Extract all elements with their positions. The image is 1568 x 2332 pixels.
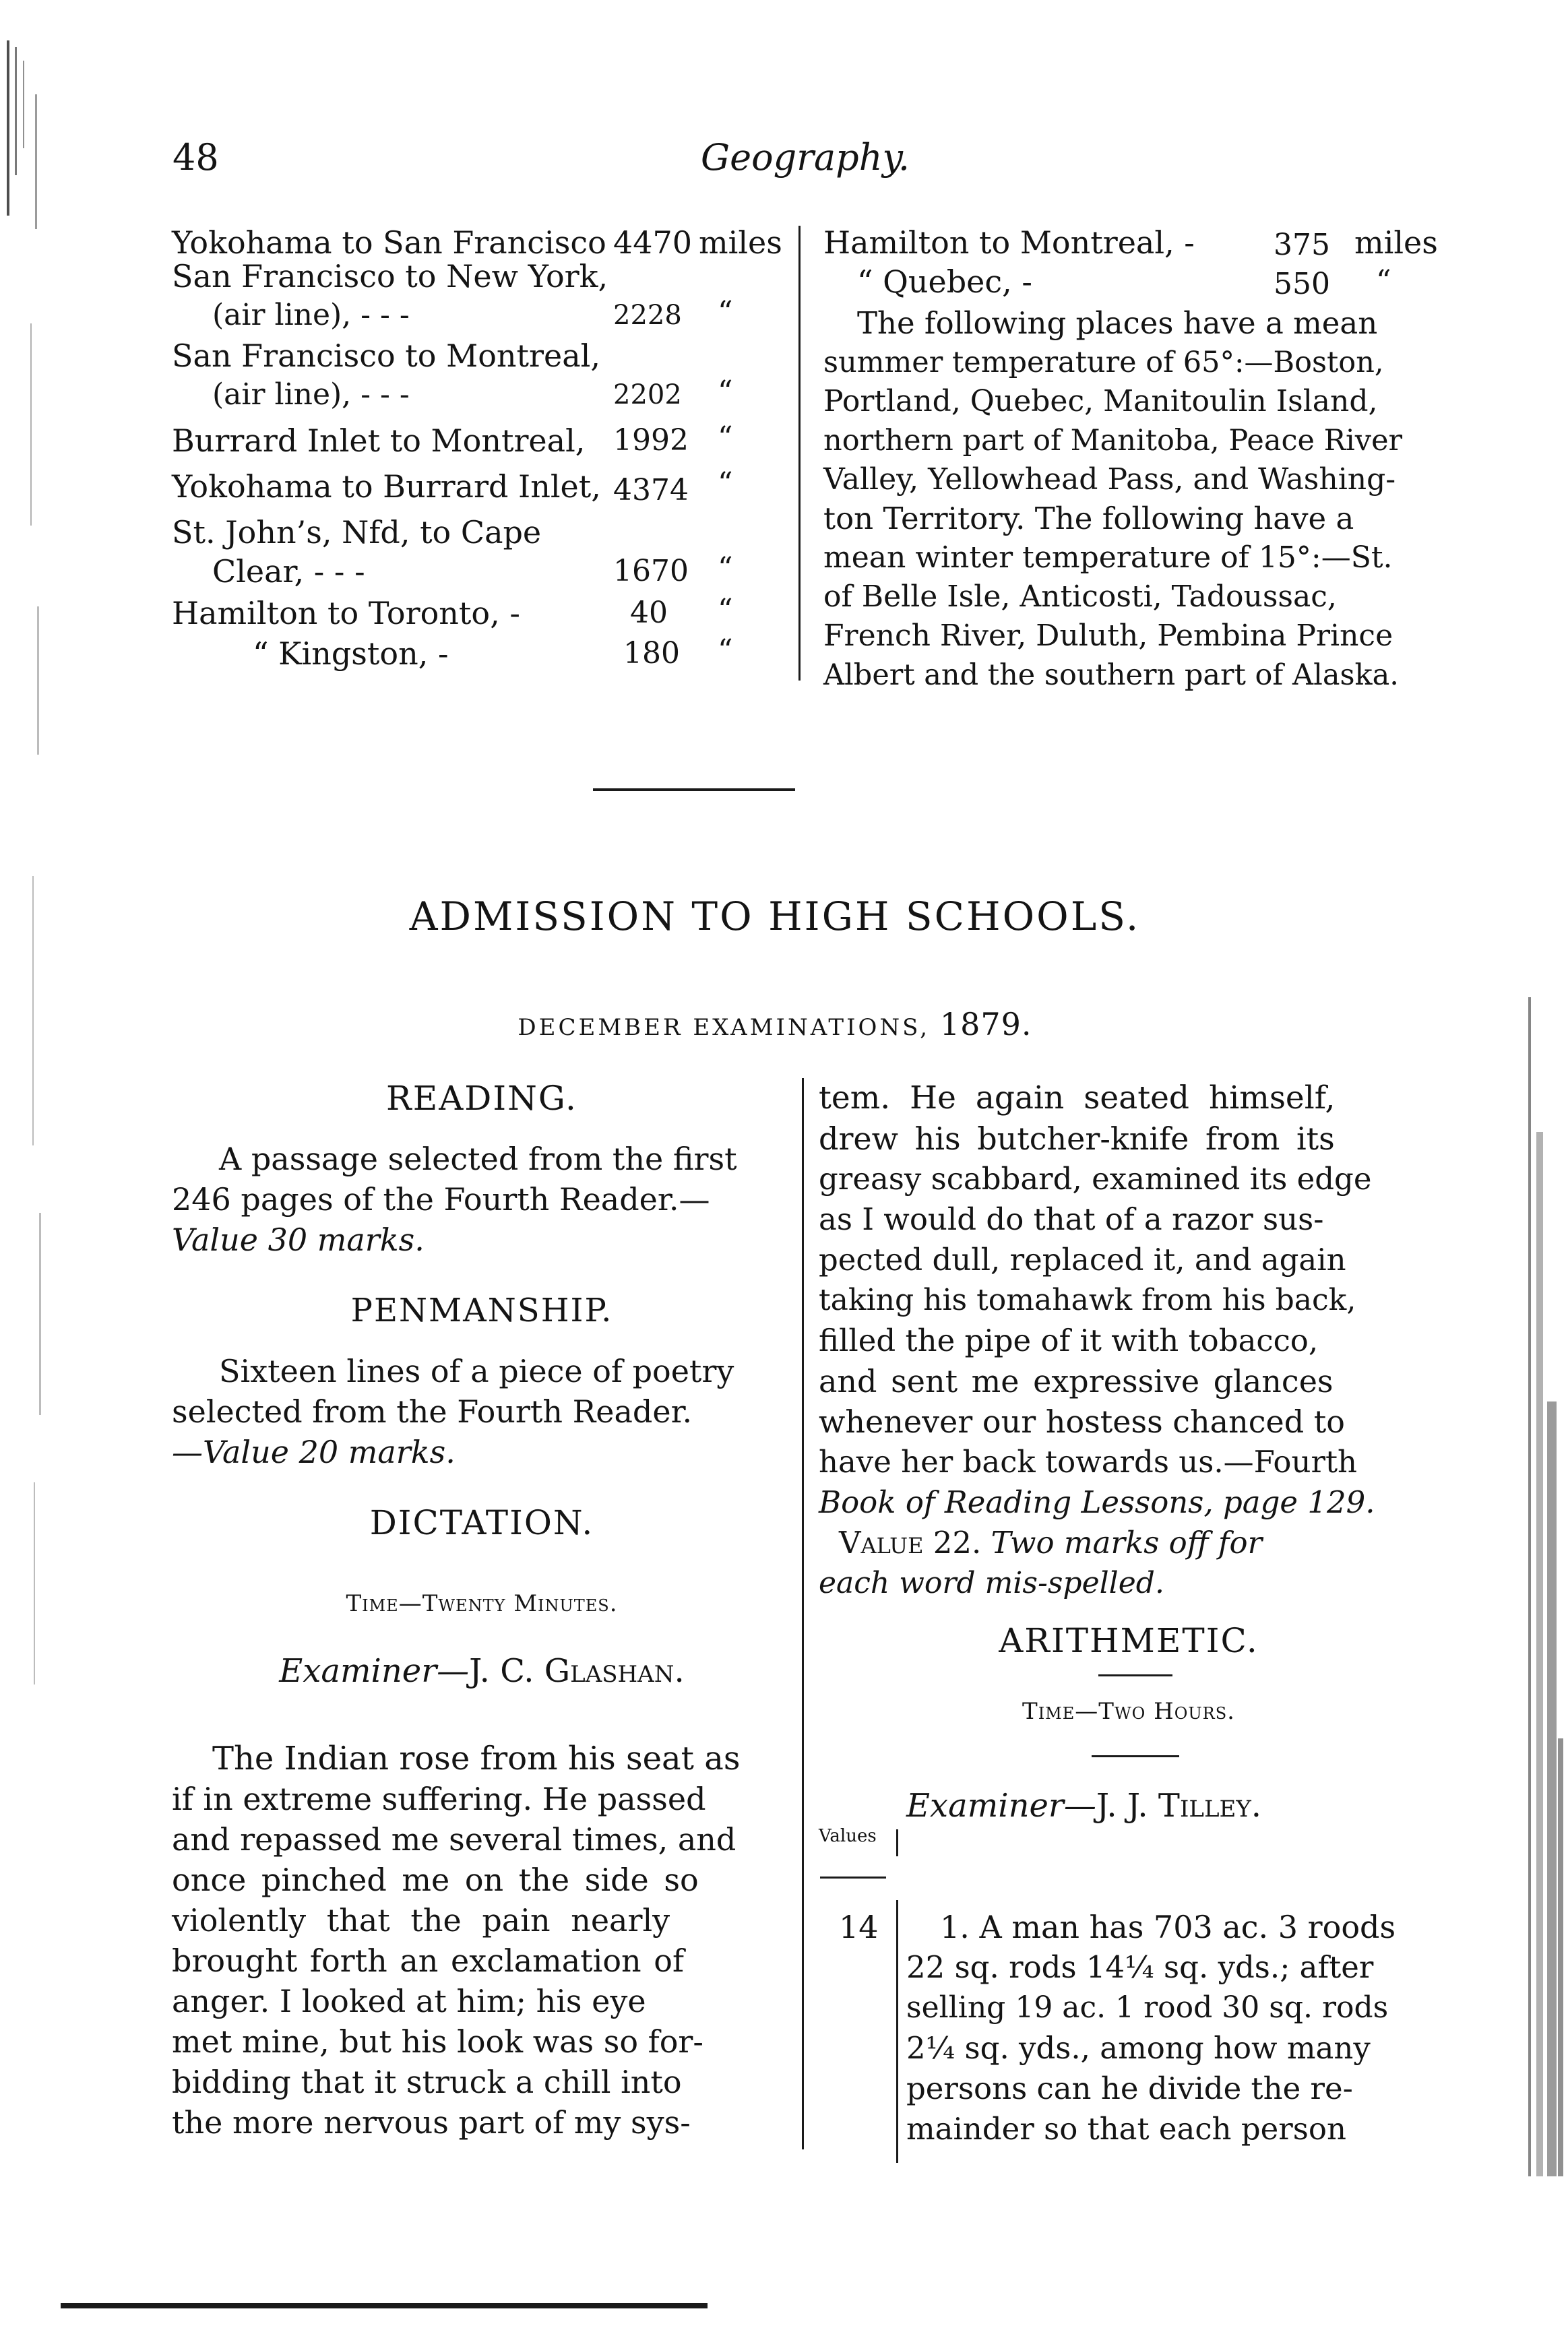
question-line: selling 19 ac. 1 rood 30 sq. rods (906, 1990, 1389, 2025)
heading-rule (1092, 1755, 1179, 1757)
reading-value (172, 1220, 425, 1260)
distance-value: 1670 (613, 554, 689, 588)
ditto-mark: “ (718, 633, 733, 668)
value-text: 20 marks. (299, 1434, 456, 1470)
values-divider (896, 1900, 898, 2163)
paragraph-line: ton Territory. The following have a (823, 501, 1354, 536)
passage-line: pected dull, replaced it, and again (819, 1242, 1346, 1278)
running-title: Geography. (701, 136, 910, 179)
paragraph-line: French River, Duluth, Pembina Prince (823, 619, 1393, 653)
column-divider-top (798, 226, 801, 681)
dictation-value-line-2: each word mis-spelled. (819, 1566, 1164, 1600)
distance-unit: miles (1354, 224, 1438, 261)
distances-table-right (823, 222, 1438, 310)
examiner-name: J. J. Tilley. (1096, 1787, 1262, 1825)
ditto-mark: “ (1376, 264, 1391, 298)
route-continuation: Clear, - - - (212, 553, 365, 590)
passage-line: if in extreme suffering. He passed (172, 1781, 706, 1817)
section-separator (593, 788, 795, 791)
question-line: 22 sq. rods 14¼ sq. yds.; after (906, 1949, 1374, 1985)
exam-session: DECEMBER EXAMINATIONS, (518, 1014, 931, 1041)
paragraph-line: Albert and the southern part of Alaska. (823, 658, 1399, 692)
penmanship-value (172, 1432, 456, 1472)
distance-value: 40 (630, 596, 668, 630)
passage-line: and sent me expressive glances (819, 1363, 1334, 1399)
distance-value: 375 (1274, 228, 1330, 262)
section-title: ADMISSION TO HIGH SCHOOLS. (409, 893, 1141, 939)
distance-value: 550 (1274, 267, 1330, 301)
reading-line: 246 pages of the Fourth Reader.— (172, 1181, 710, 1218)
paragraph-line: of Belle Isle, Anticosti, Tadoussac, (823, 579, 1337, 614)
paragraph-line: mean winter temperature of 15°:—St. (823, 540, 1393, 575)
route-label: Yokohama to San Francisco (172, 224, 606, 261)
passage-line: Book of Reading Lessons, page 129. (819, 1484, 1375, 1520)
value-text: Two marks off for (991, 1525, 1263, 1561)
section-subtitle (270, 1004, 1280, 1044)
values-divider (896, 1829, 898, 1856)
route-continuation: (air line), - - - (212, 377, 410, 412)
ditto-mark: “ (718, 466, 733, 501)
left-scan-edge (0, 0, 61, 1725)
reading-line: A passage selected from the first (219, 1141, 737, 1177)
exam-year: 1879. (939, 1006, 1032, 1042)
passage-line: met mine, but his look was so for- (172, 2023, 703, 2060)
dictation-time: Time—Twenty Minutes. (346, 1590, 618, 1617)
dictation-heading: DICTATION. (369, 1503, 594, 1542)
page-number: 48 (173, 136, 219, 179)
route-label: Hamilton to Toronto, - (172, 595, 520, 631)
values-label: Values (819, 1826, 877, 1846)
values-rule (820, 1877, 886, 1879)
value-label: Value (172, 1222, 258, 1258)
bottom-scan-rule (61, 2303, 708, 2308)
arithmetic-time: Time—Two Hours. (1022, 1698, 1235, 1725)
value-text: 30 marks. (268, 1222, 425, 1258)
question-line: 1. A man has 703 ac. 3 roods (940, 1909, 1396, 1945)
value-label: Value 22. (839, 1525, 982, 1561)
paragraph-line: Portland, Quebec, Manitoulin Island, (823, 384, 1378, 418)
paragraph-line: summer temperature of 65°:—Boston, (823, 346, 1384, 379)
passage-line: violently that the pain nearly (172, 1902, 670, 1939)
ditto-mark: “ (718, 420, 733, 455)
passage-line: once pinched me on the side so (172, 1862, 699, 1898)
arithmetic-examiner (906, 1786, 1261, 1826)
right-scan-edge (1524, 997, 1565, 2210)
distances-table-left (172, 222, 792, 694)
route-label: “ Kingston, - (253, 635, 449, 672)
route-label: San Francisco to Montreal, (172, 338, 600, 374)
question-line: 2¼ sq. yds., among how many (906, 2030, 1371, 2066)
paragraph-line: northern part of Manitoba, Peace River (823, 424, 1403, 458)
route-label: Burrard Inlet to Montreal, (172, 422, 586, 459)
ditto-mark: “ (718, 295, 733, 329)
ditto-mark: “ (718, 593, 733, 627)
question-line: persons can he divide the re- (906, 2071, 1353, 2106)
dictation-value-line (839, 1523, 1262, 1563)
route-label: St. John’s, Nfd, to Cape (172, 514, 542, 550)
value-label: —Value (172, 1434, 289, 1470)
heading-rule (1098, 1674, 1172, 1676)
distance-value: 2202 (613, 379, 682, 410)
penmanship-heading: PENMANSHIP. (350, 1292, 613, 1329)
ditto-mark: “ (718, 375, 733, 409)
paragraph-line: The following places have a mean (857, 305, 1378, 341)
arithmetic-heading: ARITHMETIC. (999, 1621, 1259, 1660)
passage-line: as I would do that of a razor sus- (819, 1201, 1324, 1237)
route-continuation: (air line), - - - (212, 298, 410, 332)
ditto-mark: “ (718, 551, 733, 586)
passage-line: and repassed me several times, and (172, 1821, 736, 1858)
column-divider-bottom (802, 1078, 804, 2149)
distance-value: 1992 (613, 423, 689, 458)
route-label: San Francisco to New York, (172, 258, 608, 294)
distance-value: 2228 (613, 300, 682, 331)
distance-value: 4374 (613, 473, 689, 507)
distance-value: 180 (623, 636, 680, 670)
temperature-paragraph (823, 303, 1430, 692)
reading-heading: READING. (386, 1079, 577, 1118)
passage-line: the more nervous part of my sys- (172, 2104, 691, 2141)
penmanship-line: selected from the Fourth Reader. (172, 1393, 693, 1430)
penmanship-line: Sixteen lines of a piece of poetry (219, 1353, 734, 1389)
passage-line: have her back towards us.—Fourth (819, 1444, 1358, 1480)
passage-line: whenever our hostess chanced to (819, 1404, 1345, 1440)
question-line: mainder so that each person (906, 2111, 1346, 2147)
passage-line: The Indian rose from his seat as (212, 1740, 741, 1777)
distance-unit: miles (699, 224, 782, 261)
examiner-label: Examiner— (279, 1652, 470, 1690)
passage-line: tem. He again seated himself, (819, 1079, 1336, 1116)
passage-line: bidding that it struck a chill into (172, 2064, 682, 2100)
distance-value: 4470 (613, 224, 693, 261)
passage-line: taking his tomahawk from his back, (819, 1283, 1356, 1317)
route-label: Hamilton to Montreal, - (823, 224, 1195, 261)
right-column (819, 1071, 1439, 2176)
passage-line: drew his butcher-knife from its (819, 1121, 1335, 1157)
ditto-mark: “ Quebec, - (857, 263, 1032, 300)
passage-line: filled the pipe of it with tobacco, (819, 1323, 1319, 1358)
examiner-name: J. C. Glashan. (469, 1652, 685, 1690)
passage-line: brought forth an exclamation of (172, 1943, 685, 1979)
question-value: 14 (839, 1909, 879, 1945)
route-label: Yokohama to Burrard Inlet, (172, 468, 601, 505)
left-column (172, 1071, 792, 2176)
dictation-examiner (172, 1651, 792, 1691)
paragraph-line: Valley, Yellowhead Pass, and Washing- (823, 462, 1396, 497)
examiner-label: Examiner— (906, 1787, 1096, 1825)
passage-line: anger. I looked at him; his eye (172, 1983, 646, 2019)
passage-line: greasy scabbard, examined its edge (819, 1161, 1372, 1197)
